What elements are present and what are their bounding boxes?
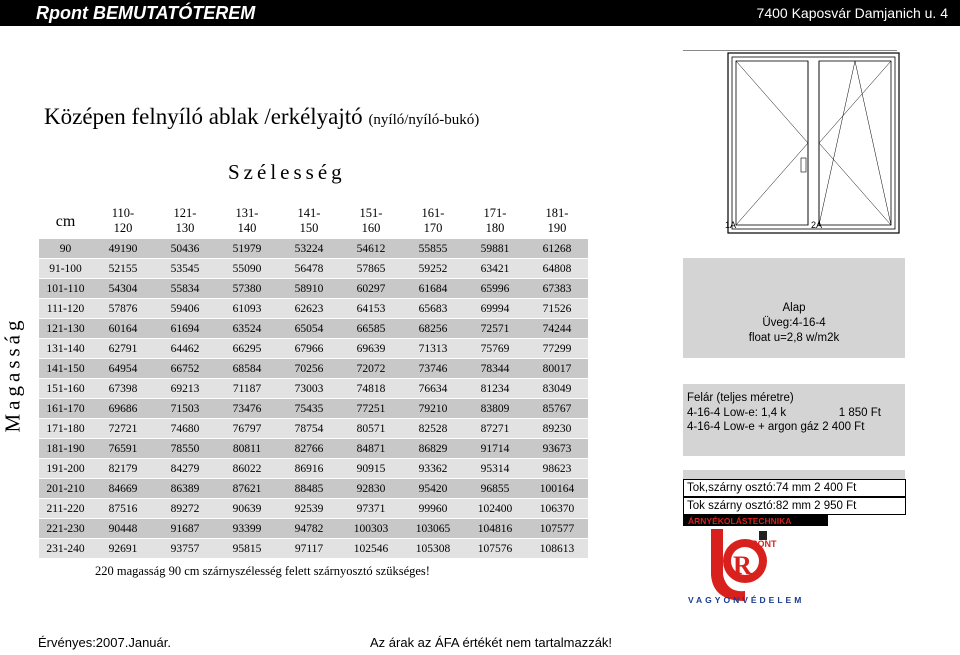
row-height-cell: 111-120 <box>39 299 92 319</box>
price-cell: 100303 <box>340 519 402 539</box>
price-cell: 87516 <box>92 499 154 519</box>
price-cell: 61093 <box>216 299 278 319</box>
col-header-line: 141- <box>297 206 321 220</box>
row-height-cell: 221-230 <box>39 519 92 539</box>
table-row <box>39 439 588 459</box>
logo-brand: RONT <box>751 539 777 549</box>
price-cell: 90639 <box>216 499 278 519</box>
price-cell: 70256 <box>278 359 340 379</box>
price-cell: 82766 <box>278 439 340 459</box>
price-cell: 64462 <box>154 339 216 359</box>
col-header-line: 181- <box>545 206 569 220</box>
price-cell: 61684 <box>402 279 464 299</box>
felar-row2: 4-16-4 Low-e + argon gáz 2 400 Ft <box>687 421 865 433</box>
price-cell: 67966 <box>278 339 340 359</box>
price-cell: 102546 <box>340 539 402 559</box>
price-cell: 73746 <box>402 359 464 379</box>
table-row <box>39 519 588 539</box>
price-cell: 52155 <box>92 259 154 279</box>
price-cell: 53545 <box>154 259 216 279</box>
table-row <box>39 419 588 439</box>
price-cell: 88485 <box>278 479 340 499</box>
table-row <box>39 359 588 379</box>
price-cell: 78344 <box>464 359 526 379</box>
price-cell: 58910 <box>278 279 340 299</box>
valid-date: Érvényes:2007.Január. <box>38 635 171 650</box>
price-cell: 82179 <box>92 459 154 479</box>
tok-line1: Tok,szárny osztó:74 mm 2 400 Ft <box>683 479 906 497</box>
brand-title: Rpont BEMUTATÓTEREM <box>36 3 256 23</box>
col-header <box>402 204 464 239</box>
price-cell: 68584 <box>216 359 278 379</box>
row-height-cell: 121-130 <box>39 319 92 339</box>
price-cell: 87621 <box>216 479 278 499</box>
price-cell: 69213 <box>154 379 216 399</box>
row-height-cell: 201-210 <box>39 479 92 499</box>
table-row <box>39 459 588 479</box>
address: 7400 Kaposvár Damjanich u. 4 <box>756 5 948 21</box>
price-cell: 71313 <box>402 339 464 359</box>
price-cell: 60297 <box>340 279 402 299</box>
price-cell: 89272 <box>154 499 216 519</box>
row-height-cell: 101-110 <box>39 279 92 299</box>
price-cell: 105308 <box>402 539 464 559</box>
header-bar <box>0 0 960 26</box>
price-cell: 76797 <box>216 419 278 439</box>
table-row <box>39 479 588 499</box>
price-cell: 83809 <box>464 399 526 419</box>
price-cell: 72072 <box>340 359 402 379</box>
table-row <box>39 299 588 319</box>
price-cell: 85767 <box>526 399 588 419</box>
price-cell: 51979 <box>216 239 278 259</box>
col-header-line: 120 <box>113 221 133 235</box>
col-header-line: 140 <box>237 221 257 235</box>
price-cell: 74680 <box>154 419 216 439</box>
price-cell: 97371 <box>340 499 402 519</box>
felar-row1-price: 1 850 Ft <box>838 406 881 419</box>
price-cell: 57876 <box>92 299 154 319</box>
price-cell: 93362 <box>402 459 464 479</box>
corner-cell: cm <box>39 204 92 239</box>
price-cell: 49190 <box>92 239 154 259</box>
price-cell: 67383 <box>526 279 588 299</box>
price-cell: 64808 <box>526 259 588 279</box>
price-cell: 91687 <box>154 519 216 539</box>
price-cell: 67398 <box>92 379 154 399</box>
tok-line2: Tok szárny osztó:82 mm 2 950 Ft <box>683 497 906 515</box>
price-cell: 69686 <box>92 399 154 419</box>
row-height-cell: 211-220 <box>39 499 92 519</box>
price-cell: 66295 <box>216 339 278 359</box>
table-row <box>39 539 588 559</box>
price-cell: 90915 <box>340 459 402 479</box>
row-height-cell: 191-200 <box>39 459 92 479</box>
price-cell: 61694 <box>154 319 216 339</box>
felar-row1 <box>687 406 903 421</box>
price-cell: 54304 <box>92 279 154 299</box>
price-cell: 80571 <box>340 419 402 439</box>
price-cell: 69639 <box>340 339 402 359</box>
spec-line3: float u=2,8 w/m2k <box>748 332 840 344</box>
col-header-line: 130 <box>175 221 195 235</box>
logo-top-text: ÁRNYÉKOLÁSTECHNIKA <box>688 516 792 526</box>
price-cell: 65054 <box>278 319 340 339</box>
price-cell: 62791 <box>92 339 154 359</box>
price-cell: 80811 <box>216 439 278 459</box>
price-cell: 95815 <box>216 539 278 559</box>
price-cell: 59406 <box>154 299 216 319</box>
col-header-line: 121- <box>173 206 197 220</box>
price-cell: 108613 <box>526 539 588 559</box>
col-header <box>92 204 154 239</box>
price-cell: 80017 <box>526 359 588 379</box>
row-height-cell: 161-170 <box>39 399 92 419</box>
price-cell: 86022 <box>216 459 278 479</box>
col-header-line: 170 <box>423 221 443 235</box>
price-cell: 106370 <box>526 499 588 519</box>
price-cell: 91714 <box>464 439 526 459</box>
price-cell: 62623 <box>278 299 340 319</box>
price-cell: 104816 <box>464 519 526 539</box>
price-cell: 84669 <box>92 479 154 499</box>
height-label-wrap <box>0 288 29 460</box>
price-cell: 87271 <box>464 419 526 439</box>
price-cell: 73003 <box>278 379 340 399</box>
price-cell: 100164 <box>526 479 588 499</box>
price-cell: 69994 <box>464 299 526 319</box>
logo-bottom-text: VAGYONVÉDELEM <box>688 595 805 605</box>
price-cell: 56478 <box>278 259 340 279</box>
price-cell: 77299 <box>526 339 588 359</box>
price-cell: 64954 <box>92 359 154 379</box>
price-cell: 97117 <box>278 539 340 559</box>
col-header-line: 161- <box>421 206 445 220</box>
price-cell: 93673 <box>526 439 588 459</box>
price-cell: 78550 <box>154 439 216 459</box>
row-height-cell: 90 <box>39 239 92 259</box>
price-cell: 73476 <box>216 399 278 419</box>
price-cell: 59252 <box>402 259 464 279</box>
price-cell: 84871 <box>340 439 402 459</box>
price-cell: 57865 <box>340 259 402 279</box>
price-cell: 102400 <box>464 499 526 519</box>
price-cell: 94782 <box>278 519 340 539</box>
price-cell: 54612 <box>340 239 402 259</box>
price-cell: 60164 <box>92 319 154 339</box>
price-cell: 59881 <box>464 239 526 259</box>
felar-title: Felár (teljes méretre) <box>687 392 794 404</box>
price-cell: 72571 <box>464 319 526 339</box>
price-cell: 79210 <box>402 399 464 419</box>
table-row <box>39 339 588 359</box>
row-height-cell: 151-160 <box>39 379 92 399</box>
price-cell: 95314 <box>464 459 526 479</box>
price-cell: 50436 <box>154 239 216 259</box>
table-body <box>39 239 588 559</box>
row-height-cell: 131-140 <box>39 339 92 359</box>
price-cell: 77251 <box>340 399 402 419</box>
col-header <box>340 204 402 239</box>
price-cell: 82528 <box>402 419 464 439</box>
col-header <box>526 204 588 239</box>
price-cell: 66752 <box>154 359 216 379</box>
col-header-line: 190 <box>547 221 567 235</box>
col-header-line: 180 <box>485 221 505 235</box>
price-cell: 90448 <box>92 519 154 539</box>
row-height-cell: 91-100 <box>39 259 92 279</box>
col-header-line: 160 <box>361 221 381 235</box>
price-cell: 61268 <box>526 239 588 259</box>
logo-letter: R <box>733 551 752 580</box>
felar-row1-label: 4-16-4 Low-e: 1,4 k <box>687 406 787 419</box>
row-height-cell: 141-150 <box>39 359 92 379</box>
price-cell: 75769 <box>464 339 526 359</box>
price-cell: 81234 <box>464 379 526 399</box>
title-main: Középen felnyíló ablak /erkélyajtó <box>44 104 363 129</box>
col-header <box>154 204 216 239</box>
price-cell: 55090 <box>216 259 278 279</box>
price-cell: 84279 <box>154 459 216 479</box>
row-height-cell: 181-190 <box>39 439 92 459</box>
table-row <box>39 259 588 279</box>
vat-note: Az árak az ÁFA értékét nem tartalmazzák! <box>370 635 613 650</box>
price-cell: 71503 <box>154 399 216 419</box>
price-cell: 55855 <box>402 239 464 259</box>
title-sub: (nyíló/nyíló-bukó) <box>368 112 480 128</box>
price-cell: 75435 <box>278 399 340 419</box>
price-cell: 93399 <box>216 519 278 539</box>
price-cell: 63524 <box>216 319 278 339</box>
window-drawing <box>727 52 900 234</box>
price-cell: 107577 <box>526 519 588 539</box>
height-label: Magasság <box>0 316 25 432</box>
header-row <box>39 204 588 239</box>
spec-line1: Alap <box>782 302 806 314</box>
felar-text <box>687 391 903 435</box>
col-header <box>278 204 340 239</box>
price-table <box>39 204 588 558</box>
col-header-line: 131- <box>235 206 259 220</box>
table-row <box>39 239 588 259</box>
price-cell: 86389 <box>154 479 216 499</box>
price-cell: 71187 <box>216 379 278 399</box>
col-header <box>464 204 526 239</box>
window-label-b: 2A <box>811 220 823 230</box>
row-height-cell: 231-240 <box>39 539 92 559</box>
price-cell: 99960 <box>402 499 464 519</box>
price-cell: 66585 <box>340 319 402 339</box>
note: 220 magasság 90 cm szárnyszélesség felett szárnyosztó szükséges! <box>95 564 430 578</box>
price-cell: 76591 <box>92 439 154 459</box>
price-cell: 86916 <box>278 459 340 479</box>
price-cell: 65683 <box>402 299 464 319</box>
col-header-line: 151- <box>359 206 383 220</box>
price-cell: 92830 <box>340 479 402 499</box>
spec-line2: Üveg:4-16-4 <box>762 317 826 329</box>
window-label-a: 1A <box>725 220 737 230</box>
price-cell: 64153 <box>340 299 402 319</box>
price-cell: 71526 <box>526 299 588 319</box>
table-row <box>39 499 588 519</box>
price-cell: 53224 <box>278 239 340 259</box>
price-cell: 93757 <box>154 539 216 559</box>
company-logo <box>683 515 843 607</box>
price-cell: 63421 <box>464 259 526 279</box>
col-header-line: 171- <box>483 206 507 220</box>
row-height-cell: 171-180 <box>39 419 92 439</box>
price-cell: 107576 <box>464 539 526 559</box>
table-row <box>39 319 588 339</box>
price-cell: 72721 <box>92 419 154 439</box>
window-top-line <box>683 50 897 51</box>
col-header <box>216 204 278 239</box>
price-cell: 103065 <box>402 519 464 539</box>
price-cell: 68256 <box>402 319 464 339</box>
width-label: Szélesség <box>228 160 346 184</box>
price-cell: 89230 <box>526 419 588 439</box>
price-cell: 78754 <box>278 419 340 439</box>
price-cell: 55834 <box>154 279 216 299</box>
price-cell: 74244 <box>526 319 588 339</box>
price-cell: 74818 <box>340 379 402 399</box>
table-row <box>39 379 588 399</box>
price-cell: 57380 <box>216 279 278 299</box>
price-cell: 92539 <box>278 499 340 519</box>
col-header-line: 110- <box>111 206 135 220</box>
price-cell: 65996 <box>464 279 526 299</box>
price-cell: 83049 <box>526 379 588 399</box>
price-cell: 96855 <box>464 479 526 499</box>
col-header-line: 150 <box>299 221 319 235</box>
price-cell: 98623 <box>526 459 588 479</box>
spec-text <box>683 301 905 346</box>
price-cell: 92691 <box>92 539 154 559</box>
price-cell: 86829 <box>402 439 464 459</box>
table-row <box>39 279 588 299</box>
price-cell: 76634 <box>402 379 464 399</box>
page-title <box>44 104 479 130</box>
table-row <box>39 399 588 419</box>
price-cell: 95420 <box>402 479 464 499</box>
